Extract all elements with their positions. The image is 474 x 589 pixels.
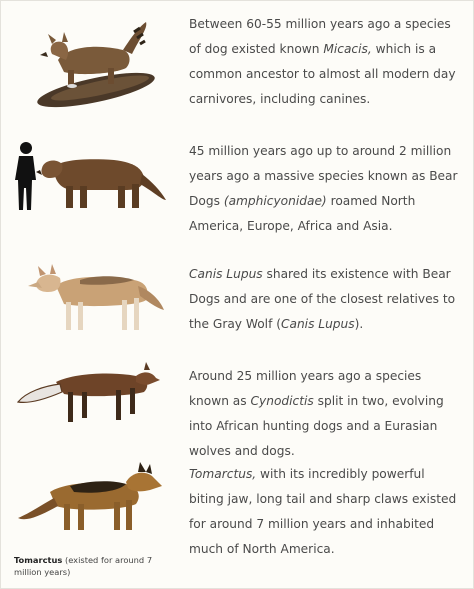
section-2-text-part: roamed North America, Europe, Africa and Asia. <box>189 194 416 233</box>
section-4-text-part: Cynodictis <box>250 394 314 408</box>
section-2-text <box>189 139 461 239</box>
section-3-text-part: ). <box>354 317 364 331</box>
section-1-text-part: which is a common ancestor to almost all modern day carnivores, including canines. <box>189 42 456 106</box>
section-3-text <box>189 262 461 337</box>
wolf-illustration <box>22 260 166 336</box>
image-caption <box>14 554 174 578</box>
section-4-text-part: Around 25 million years ago a species known as <box>189 369 422 408</box>
section-5-text <box>189 462 461 562</box>
bear-dog-illustration <box>14 138 170 214</box>
section-1-text-part: Micacis, <box>323 42 372 56</box>
cynodictis-illustration <box>16 362 160 426</box>
caption-text: (existed for around 7 million years) <box>14 555 153 577</box>
section-3-text-part: shared its existence with Bear Dogs and are one of the closest relatives to the Gray Wolf ( <box>189 267 456 331</box>
tomarctus-illustration <box>14 462 164 534</box>
section-2-text-part: 45 million years ago up to around 2 million years ago a massive species known as Bear Dogs <box>189 144 458 208</box>
section-3-text-part: Canis Lupus <box>280 317 355 331</box>
section-4-text <box>189 364 461 464</box>
caption-title: Tomarctus <box>14 555 63 565</box>
section-4-text-part: split in two, evolving into African hunting dogs and a Eurasian wolves and dogs. <box>189 394 444 458</box>
section-1-text <box>189 12 461 112</box>
section-5-text-part: Tomarctus, <box>189 467 257 481</box>
section-5-text-part: with its incredibly powerful biting jaw, long tail and sharp claws existed for around 7 million years and inhabited much of North America. <box>189 467 457 556</box>
section-3-text-part: Canis Lupus <box>189 267 263 281</box>
section-2-text-part: (amphicyonidae) <box>223 194 327 208</box>
section-1-text-part: Between 60-55 million years ago a species of dog existed known <box>189 17 451 56</box>
micacis-illustration <box>28 16 156 108</box>
